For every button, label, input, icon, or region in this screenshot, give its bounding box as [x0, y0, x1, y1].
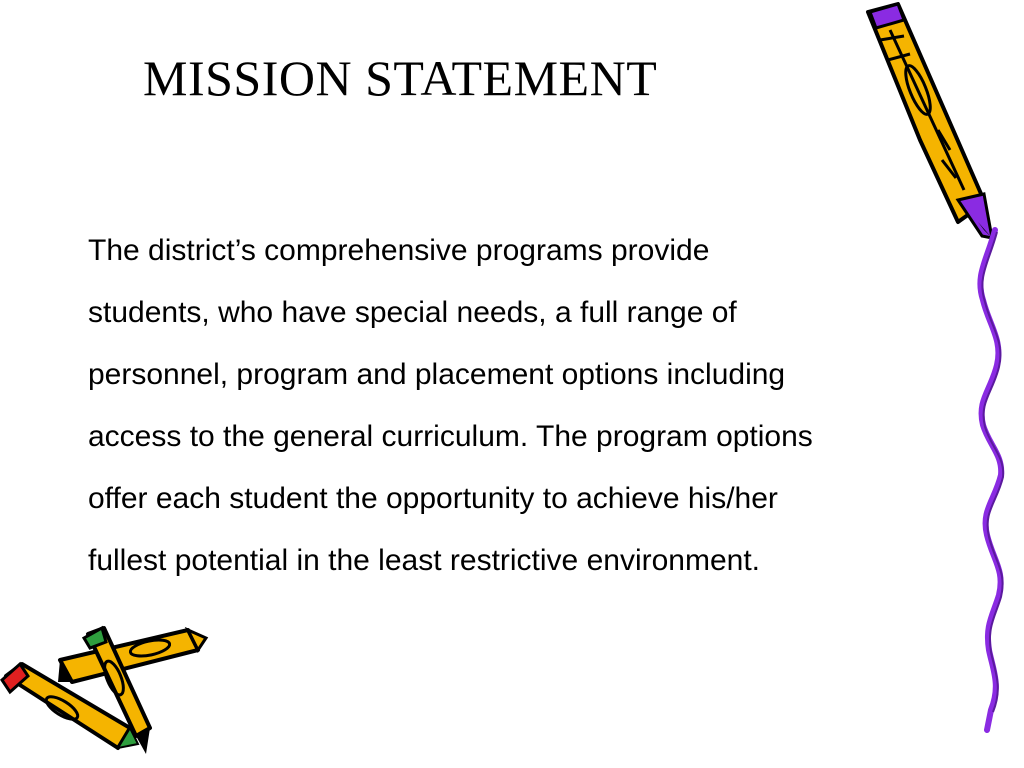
- mission-text-line: fullest potential in the least restrictive environment.: [88, 544, 760, 577]
- mission-text: [88, 220, 938, 592]
- mission-text-line: The district’s comprehensive programs provide: [88, 234, 710, 267]
- squiggle-line-icon: [965, 230, 1015, 730]
- mission-text-line: offer each student the opportunity to achieve his/her: [88, 482, 778, 515]
- pencil-icon: [860, 0, 1000, 245]
- mission-text-line: personnel, program and placement options including: [88, 358, 786, 391]
- mission-text-line: students, who have special needs, a full range of: [88, 296, 737, 329]
- slide-title: MISSION STATEMENT: [143, 50, 658, 106]
- crossed-pencils-icon: [0, 620, 210, 760]
- mission-text-line: access to the general curriculum. The program options: [88, 420, 813, 453]
